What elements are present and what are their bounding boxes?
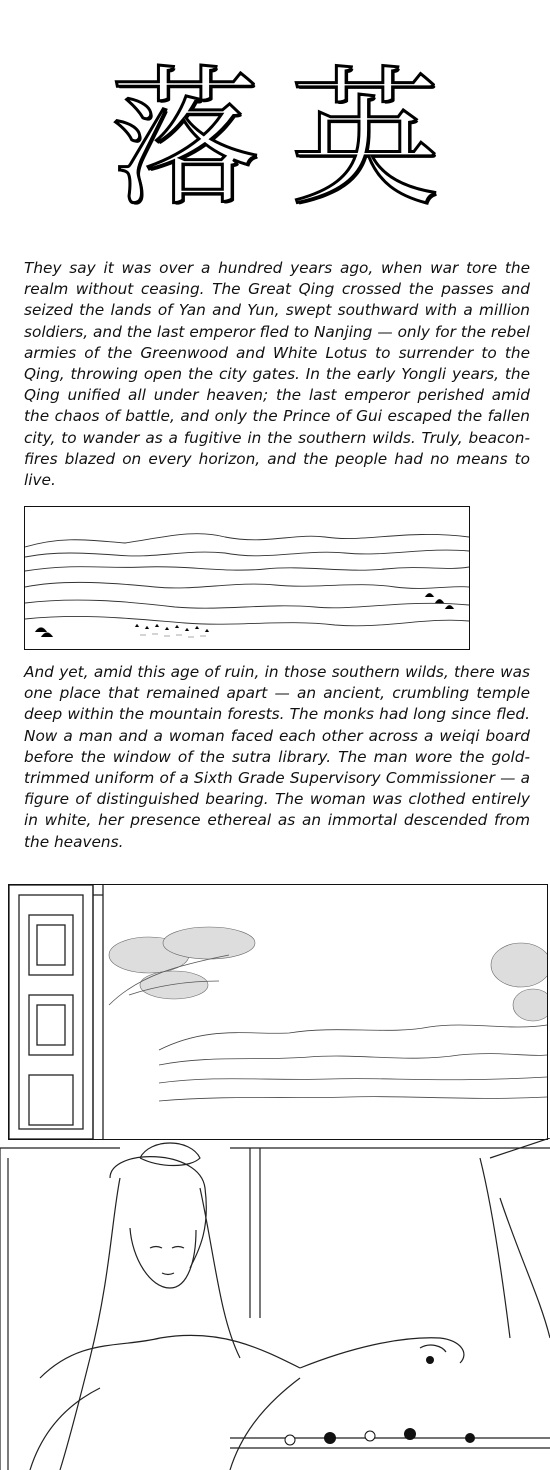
- narration-paragraph-1: They say it was over a hundred years ago, when war tore the realm without ceasing. The Great Qing crossed the passes and seized the lands of Yan and Yun, swept southward with a million soldiers, and the last emperor fled to Nanjing — only for the rebel armies of the Greenwood and White Lotus to surrender to the Qing, throwing open the city gates. In the early Yongli years, the Qing unified all under heaven; the last emperor perished amid the chaos of battle, and only the Prince of Gui escaped the fallen city, to wander as a fugitive in the southern wilds. Truly, beacon-fires blazed on every horizon, and the people had no means to live.: [24, 259, 530, 490]
- title-char-ying: 英: [290, 53, 441, 227]
- page-title: [0, 40, 550, 240]
- woman-in-white-illustration: [0, 1138, 550, 1470]
- mountain-landscape-illustration: [25, 507, 469, 649]
- temple-window-panel: [8, 884, 548, 1140]
- temple-window-illustration: [9, 885, 547, 1139]
- narration-paragraph-2: And yet, amid this age of ruin, in those southern wilds, there was one place that remained apart — an ancient, crumbling temple deep within the mountain forests. The monks had long since fled. Now a man and a woman faced each other across a weiqi board before the window of the sutra library. The man wore the gold-trimmed uniform of a Sixth Grade Supervisory Commissioner — a figure of distinguished bearing. The woman was clothed entirely in white, her presence ethereal as an immortal descended from the heavens.: [24, 663, 530, 851]
- landscape-panel: [24, 506, 470, 650]
- title-char-luo: 落: [109, 53, 260, 227]
